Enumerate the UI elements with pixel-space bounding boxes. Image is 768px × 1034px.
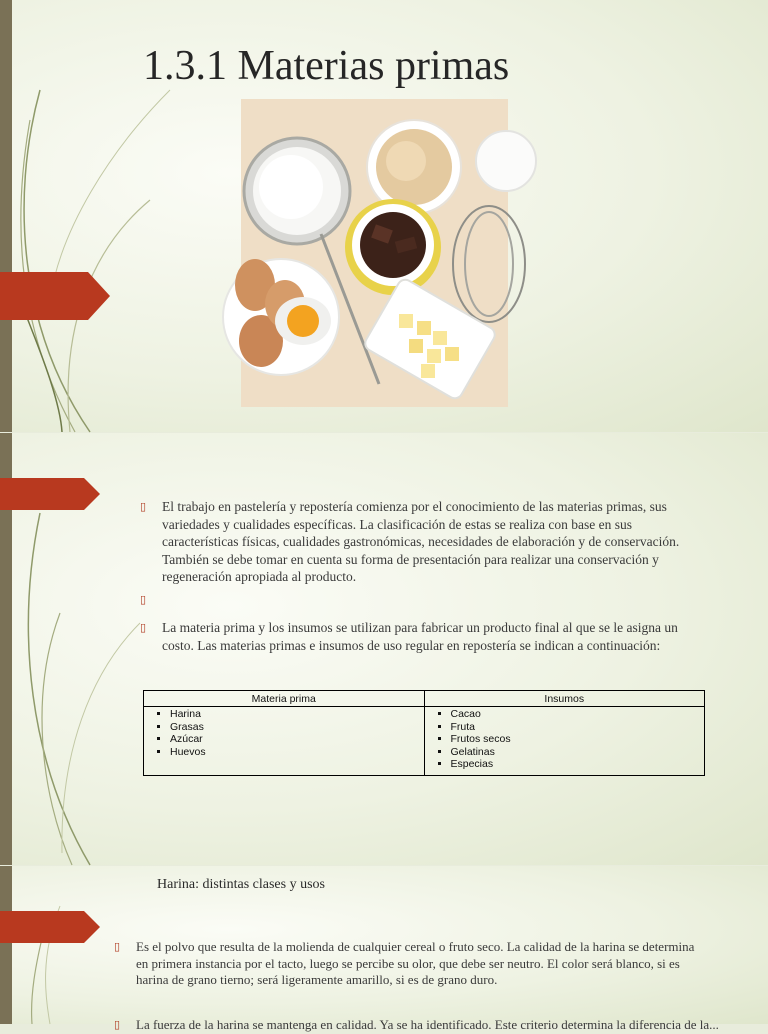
accent-arrow (0, 272, 110, 320)
raw-materials-list (148, 708, 420, 758)
accent-arrow (0, 478, 100, 510)
accent-arrow (0, 911, 100, 943)
slide-1 (0, 0, 768, 432)
table-cell (424, 707, 705, 776)
bullet-text: El trabajo en pastelería y repostería comienza por el conocimiento de las materias primas, sus variedades y cualidades específicas. La clasificación de estas se realiza con base en sus características físicas, cualidades gastronómicas, necesidades de elaboración y de conservación. También se debe tomar en cuenta su forma de presentación para realizar una conservación y regeneración apropiada al producto. (162, 499, 680, 584)
bullet-text: La fuerza de la harina se mantenga en calidad. Ya se ha identificado. Este criterio determina la diferencia de la... (136, 1017, 719, 1032)
table-header: Insumos (424, 691, 705, 707)
bullet-marker-icon: ▯ (140, 621, 147, 634)
table-cell (144, 707, 425, 776)
slide-title: 1.3.1 Materias primas (143, 43, 510, 89)
list-item: ▪ Azúcar (170, 733, 420, 746)
bullet-marker-icon: ▯ (140, 500, 147, 513)
bullet-marker-icon: ▯ (114, 940, 121, 953)
list-item: ▪ Harina (170, 708, 420, 721)
table-row (144, 707, 705, 776)
list-item: ▪ Gelatinas (451, 746, 701, 759)
bullet-text: La materia prima y los insumos se utilizan para fabricar un producto final al que se le asigna un costo. Las materias primas e insumos de uso regular en repostería se indican a continuación: (162, 620, 678, 653)
paragraph-bullet (140, 619, 692, 654)
list-item: ▪ Frutos secos (451, 733, 701, 746)
paragraph-bullet (114, 1017, 719, 1034)
bullet-marker-icon: ▯ (140, 593, 147, 606)
list-item: ▪ Cacao (451, 708, 701, 721)
slide-subtitle: Harina: distintas clases y usos (157, 877, 325, 892)
list-item: ▪ Grasas (170, 721, 420, 734)
supplies-list (429, 708, 701, 771)
ingredients-table (143, 690, 705, 776)
ingredients-photo (241, 99, 508, 407)
list-item: ▪ Fruta (451, 721, 701, 734)
slide-2 (0, 433, 768, 865)
paragraph-bullet (140, 498, 692, 586)
table-header-row (144, 691, 705, 707)
slide-3 (0, 866, 768, 1032)
bullet-text: Es el polvo que resulta de la molienda de cualquier cereal o fruto seco. La calidad de la harina se determina en primera instancia por el tacto, luego se percibe su olor, que debe ser neutro. El color será blanco, si es harina de grano tierno; será ligeramente amarillo, si es de grano duro. (136, 939, 695, 987)
paragraph-bullet (114, 939, 706, 989)
table-header: Materia prima (144, 691, 425, 707)
list-item: ▪ Huevos (170, 746, 420, 759)
bullet-marker-icon: ▯ (114, 1018, 121, 1031)
list-item: ▪ Especias (451, 758, 701, 771)
